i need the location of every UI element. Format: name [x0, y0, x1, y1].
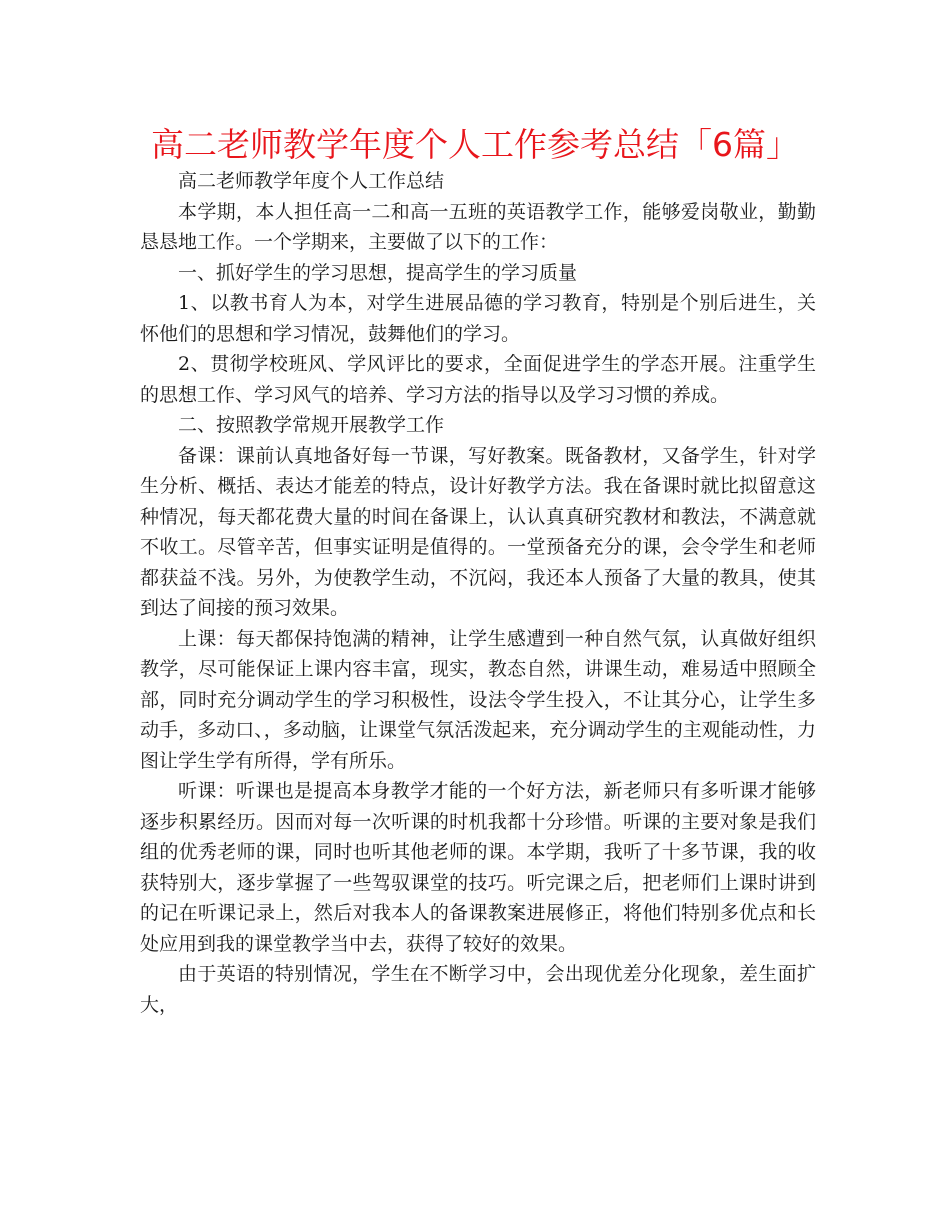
paragraph: 听课：听课也是提高本身教学才能的一个好方法，新老师只有多听课才能够逐步积累经历。因而对每一次听课的时机我都十分珍惜。听课的主要对象是我们组的优秀老师的课，同时也听其他老师的课。本学期，我听了十多节课，我的收获特别大，逐步掌握了一些驾驭课堂的技巧。听完课之后，把老师们上课时讲到的记在听课记录上，然后对我本人的备课教案进展修正，将他们特别多优点和长处应用到我的课堂教学当中去，获得了较好的效果。: [140, 780, 816, 955]
section-heading: 一、抓好学生的学习思想，提高学生的学习质量: [178, 261, 578, 284]
paragraph: 备课：课前认真地备好每一节课，写好教案。既备教材，又备学生，针对学生分析、概括、表达才能差的特点，设计好教学方法。我在备课时就比拟留意这种情况，每天都花费大量的时间在备课上，认认真真研究教材和教法，不满意就不收工。尽管辛苦，但事实证明是值得的。一堂预备充分的课，会令学生和老师都获益不浅。另外，为使教学生动，不沉闷，我还本人预备了大量的教具，使其到达了间接的预习效果。: [140, 444, 816, 619]
paragraph-subtitle: 高二老师教学年度个人工作总结: [178, 170, 445, 192]
paragraph: 1、以教书育人为本，对学生进展品德的学习教育，特别是个别后进生，关怀他们的思想和学习情况，鼓舞他们的学习。: [140, 292, 816, 345]
document-title: 高二老师教学年度个人工作参考总结「6篇」: [151, 125, 799, 164]
paragraph: 上课：每天都保持饱满的精神，让学生感遭到一种自然气氛，认真做好组织教学，尽可能保证上课内容丰富，现实，教态自然，讲课生动，难易适中照顾全部，同时充分调动学生的学习积极性，设法令学生投入，不让其分心，让学生多动手，多动口、，多动脑，让课堂气氛活泼起来，充分调动学生的主观能动性，力图让学生学有所得，学有所乐。: [140, 627, 816, 772]
document-body: [140, 166, 816, 1020]
paragraph: 由于英语的特别情况，学生在不断学习中，会出现优差分化现象，差生面扩大，: [140, 963, 816, 1016]
paragraph: 2、贯彻学校班风、学风评比的要求，全面促进学生的学态开展。注重学生的思想工作、学习风气的培养、学习方法的指导以及学习习惯的养成。: [140, 353, 816, 406]
section-heading: 二、按照教学常规开展教学工作: [178, 414, 445, 436]
paragraph: 本学期，本人担任高一二和高一五班的英语教学工作，能够爱岗敬业，勤勤恳恳地工作。一个学期来，主要做了以下的工作：: [140, 200, 816, 253]
